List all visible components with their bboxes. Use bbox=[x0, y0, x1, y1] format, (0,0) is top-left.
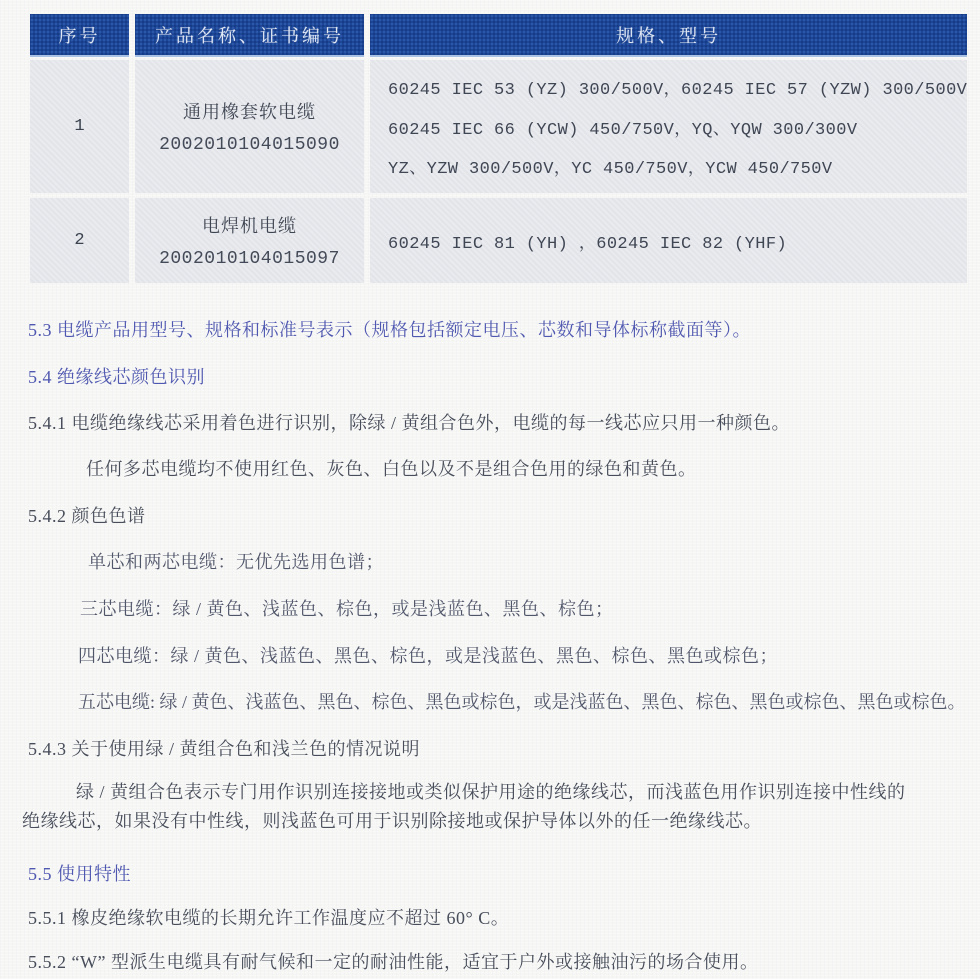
table-row1-index-cell bbox=[30, 60, 129, 193]
clause-5-5-2: 5.5.2 “W” 型派生电缆具有耐气候和一定的耐油性能，适宜于户外或接触油污的场合使用。 bbox=[28, 952, 759, 972]
section-5-4-heading: 5.4 绝缘线芯颜色识别 bbox=[28, 367, 205, 387]
clause-5-4-2: 5.4.2 颜色色谱 bbox=[28, 506, 146, 526]
table-row1-product-cell bbox=[135, 60, 364, 193]
clause-5-4-3: 5.4.3 关于使用绿 / 黄组合色和浅兰色的情况说明 bbox=[28, 739, 420, 759]
clause-5-4-3-para-line2: 绝缘线芯，如果没有中性线，则浅蓝色可用于识别除接地或保护导体以外的任一绝缘线芯。 bbox=[22, 811, 762, 831]
row1-certificate-number: 2002010104015090 bbox=[159, 135, 340, 155]
product-certificate-table bbox=[30, 14, 968, 283]
color-scheme-5-core: 五芯电缆: 绿 / 黄色、浅蓝色、黑色、棕色、黑色或棕色，或是浅蓝色、黑色、棕色、黑色或棕色、黑色或棕色。 bbox=[78, 692, 966, 712]
table-row1-spec-cell bbox=[370, 60, 967, 193]
row2-spec-line-1: 60245 IEC 81 (YH) ，60245 IEC 82 (YHF) bbox=[388, 234, 788, 254]
clause-5-4-1: 5.4.1 电缆绝缘线芯采用着色进行识别，除绿 / 黄组合色外，电缆的每一线芯应只用一种颜色。 bbox=[28, 413, 790, 433]
row2-product-name: 电焊机电缆 bbox=[202, 216, 297, 236]
row1-spec-line-3: YZ、YZW 300/500V，YC 450/750V，YCW 450/750V bbox=[388, 160, 833, 180]
clause-5-4-3-para-line1: 绿 / 黄组合色表示专门用作识别连接接地或类似保护用途的绝缘线芯，而浅蓝色用作识别连接中性线的 bbox=[76, 782, 906, 802]
color-scheme-4-core: 四芯电缆：绿 / 黄色、浅蓝色、黑色、棕色，或是浅蓝色、黑色、棕色、黑色或棕色； bbox=[78, 646, 778, 666]
row1-spec-line-2: 60245 IEC 66 (YCW) 450/750V，YQ、YQW 300/300V bbox=[388, 120, 858, 140]
table-row2-spec-cell bbox=[370, 198, 967, 283]
clause-5-4-1-note: 任何多芯电缆均不使用红色、灰色、白色以及不是组合色用的绿色和黄色。 bbox=[86, 459, 697, 479]
row1-product-name: 通用橡套软电缆 bbox=[183, 102, 316, 122]
row1-spec-line-1: 60245 IEC 53 (YZ) 300/500V，60245 IEC 57 (YZW) 300/500V bbox=[388, 80, 968, 100]
table-header-spec-model: 规格、型号 bbox=[370, 14, 967, 55]
color-scheme-1-2-core: 单芯和两芯电缆：无优先选用色谱； bbox=[88, 552, 384, 572]
table-header-product-cert: 产品名称、证书编号 bbox=[135, 14, 364, 55]
color-scheme-3-core: 三芯电缆：绿 / 黄色、浅蓝色、棕色，或是浅蓝色、黑色、棕色； bbox=[80, 599, 614, 619]
row2-certificate-number: 2002010104015097 bbox=[159, 249, 340, 269]
section-5-5-heading: 5.5 使用特性 bbox=[28, 864, 131, 884]
row2-index: 2 bbox=[74, 231, 85, 250]
section-5-3-heading: 5.3 电缆产品用型号、规格和标准号表示（规格包括额定电压、芯数和导体标称截面等）。 bbox=[28, 320, 751, 340]
clause-5-5-1: 5.5.1 橡皮绝缘软电缆的长期允许工作温度应不超过 60° C。 bbox=[28, 908, 510, 928]
table-header-index: 序号 bbox=[30, 14, 129, 55]
table-row2-product-cell bbox=[135, 198, 364, 283]
row1-index: 1 bbox=[74, 117, 85, 136]
table-row2-index-cell bbox=[30, 198, 129, 283]
